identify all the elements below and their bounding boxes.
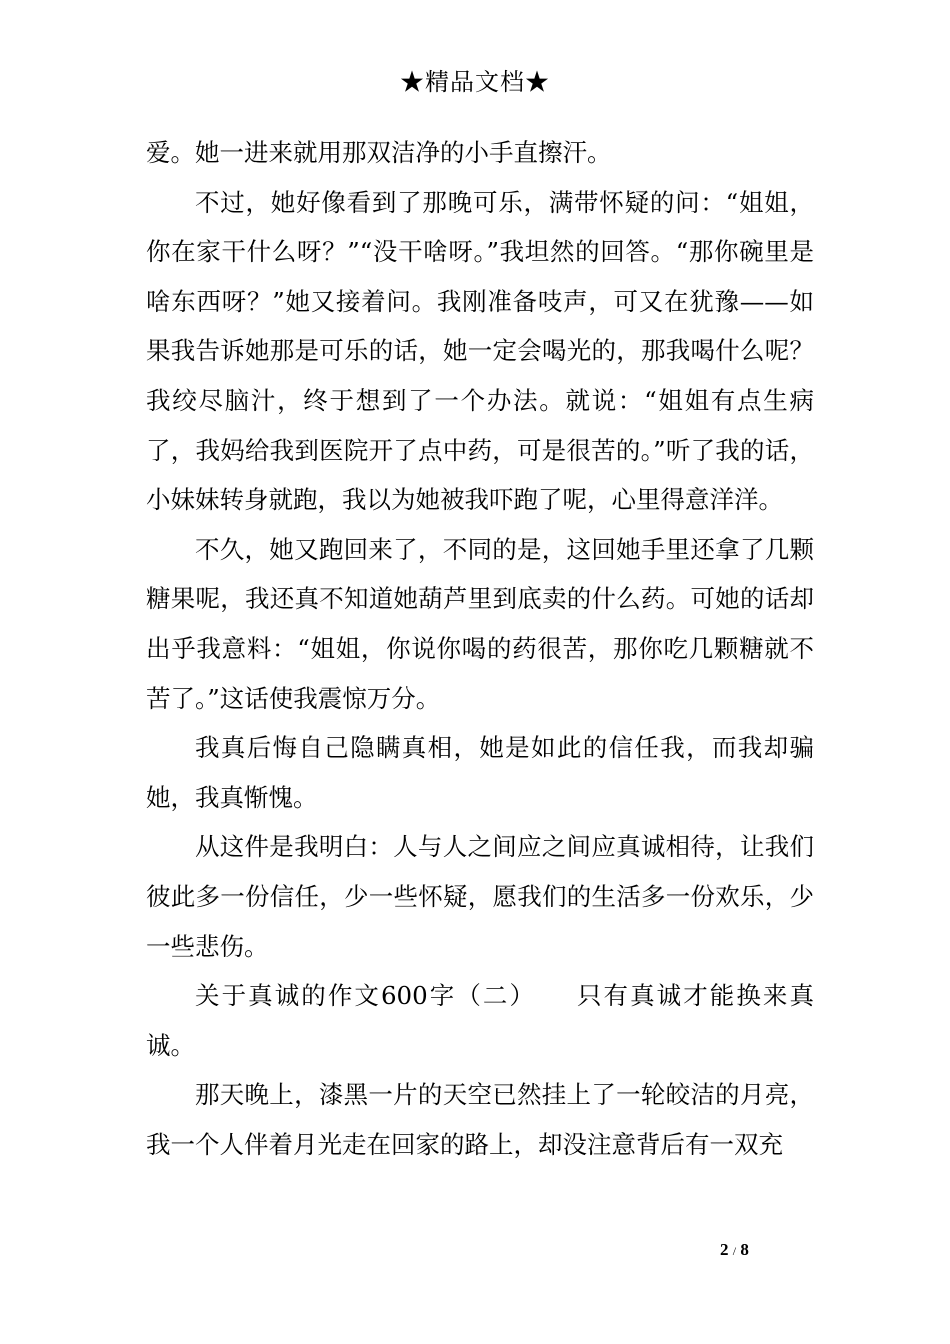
paragraph: 我真后悔自己隐瞒真相，她是如此的信任我，而我却骗她，我真惭愧。 bbox=[146, 733, 814, 812]
page-current: 2 bbox=[720, 1240, 729, 1259]
paragraph: 从这件是我明白：人与人之间应之间应真诚相待，让我们彼此多一份信任，少一些怀疑，愿我们的生活多一份欢乐，少一些悲伤。 bbox=[146, 832, 814, 961]
header-title: ★精品文档★ bbox=[400, 68, 550, 96]
paragraph: 那天晚上，漆黑一片的天空已然挂上了一轮皎洁的月亮，我一个人伴着月光走在回家的路上，却没注意背后有一双充 bbox=[146, 1080, 814, 1159]
document-header bbox=[0, 64, 950, 100]
page-separator: / bbox=[732, 1244, 737, 1258]
document-body bbox=[146, 128, 814, 1169]
paragraph-continued: 爱。她一进来就用那双洁净的小手直擦汗。 bbox=[146, 138, 612, 167]
paragraph: 不久，她又跑回来了，不同的是，这回她手里还拿了几颗糖果呢，我还真不知道她葫芦里到底卖的什么药。可她的话却出乎我意料：“姐姐，你说你喝的药很苦，那你吃几颗糖就不苦了。”这话使我震惊万分。 bbox=[146, 534, 814, 713]
page-number bbox=[720, 1238, 820, 1263]
page-total: 8 bbox=[740, 1240, 749, 1259]
paragraph: 不过，她好像看到了那晚可乐，满带怀疑的问：“姐姐，你在家干什么呀？”“没干啥呀。”我坦然的回答。“那你碗里是啥东西呀？”她又接着问。我刚准备吱声，可又在犹豫——如果我告诉她那是可乐的话，她一定会喝光的，那我喝什么呢？我绞尽脑汁，终于想到了一个办法。就说：“姐姐有点生病了，我妈给我到医院开了点中药，可是很苦的。”听了我的话，小妹妹转身就跑，我以为她被我吓跑了呢，心里得意洋洋。 bbox=[146, 187, 814, 515]
section-heading-paragraph: 关于真诚的作文600字（二） 只有真诚才能换来真诚。 bbox=[146, 981, 814, 1060]
